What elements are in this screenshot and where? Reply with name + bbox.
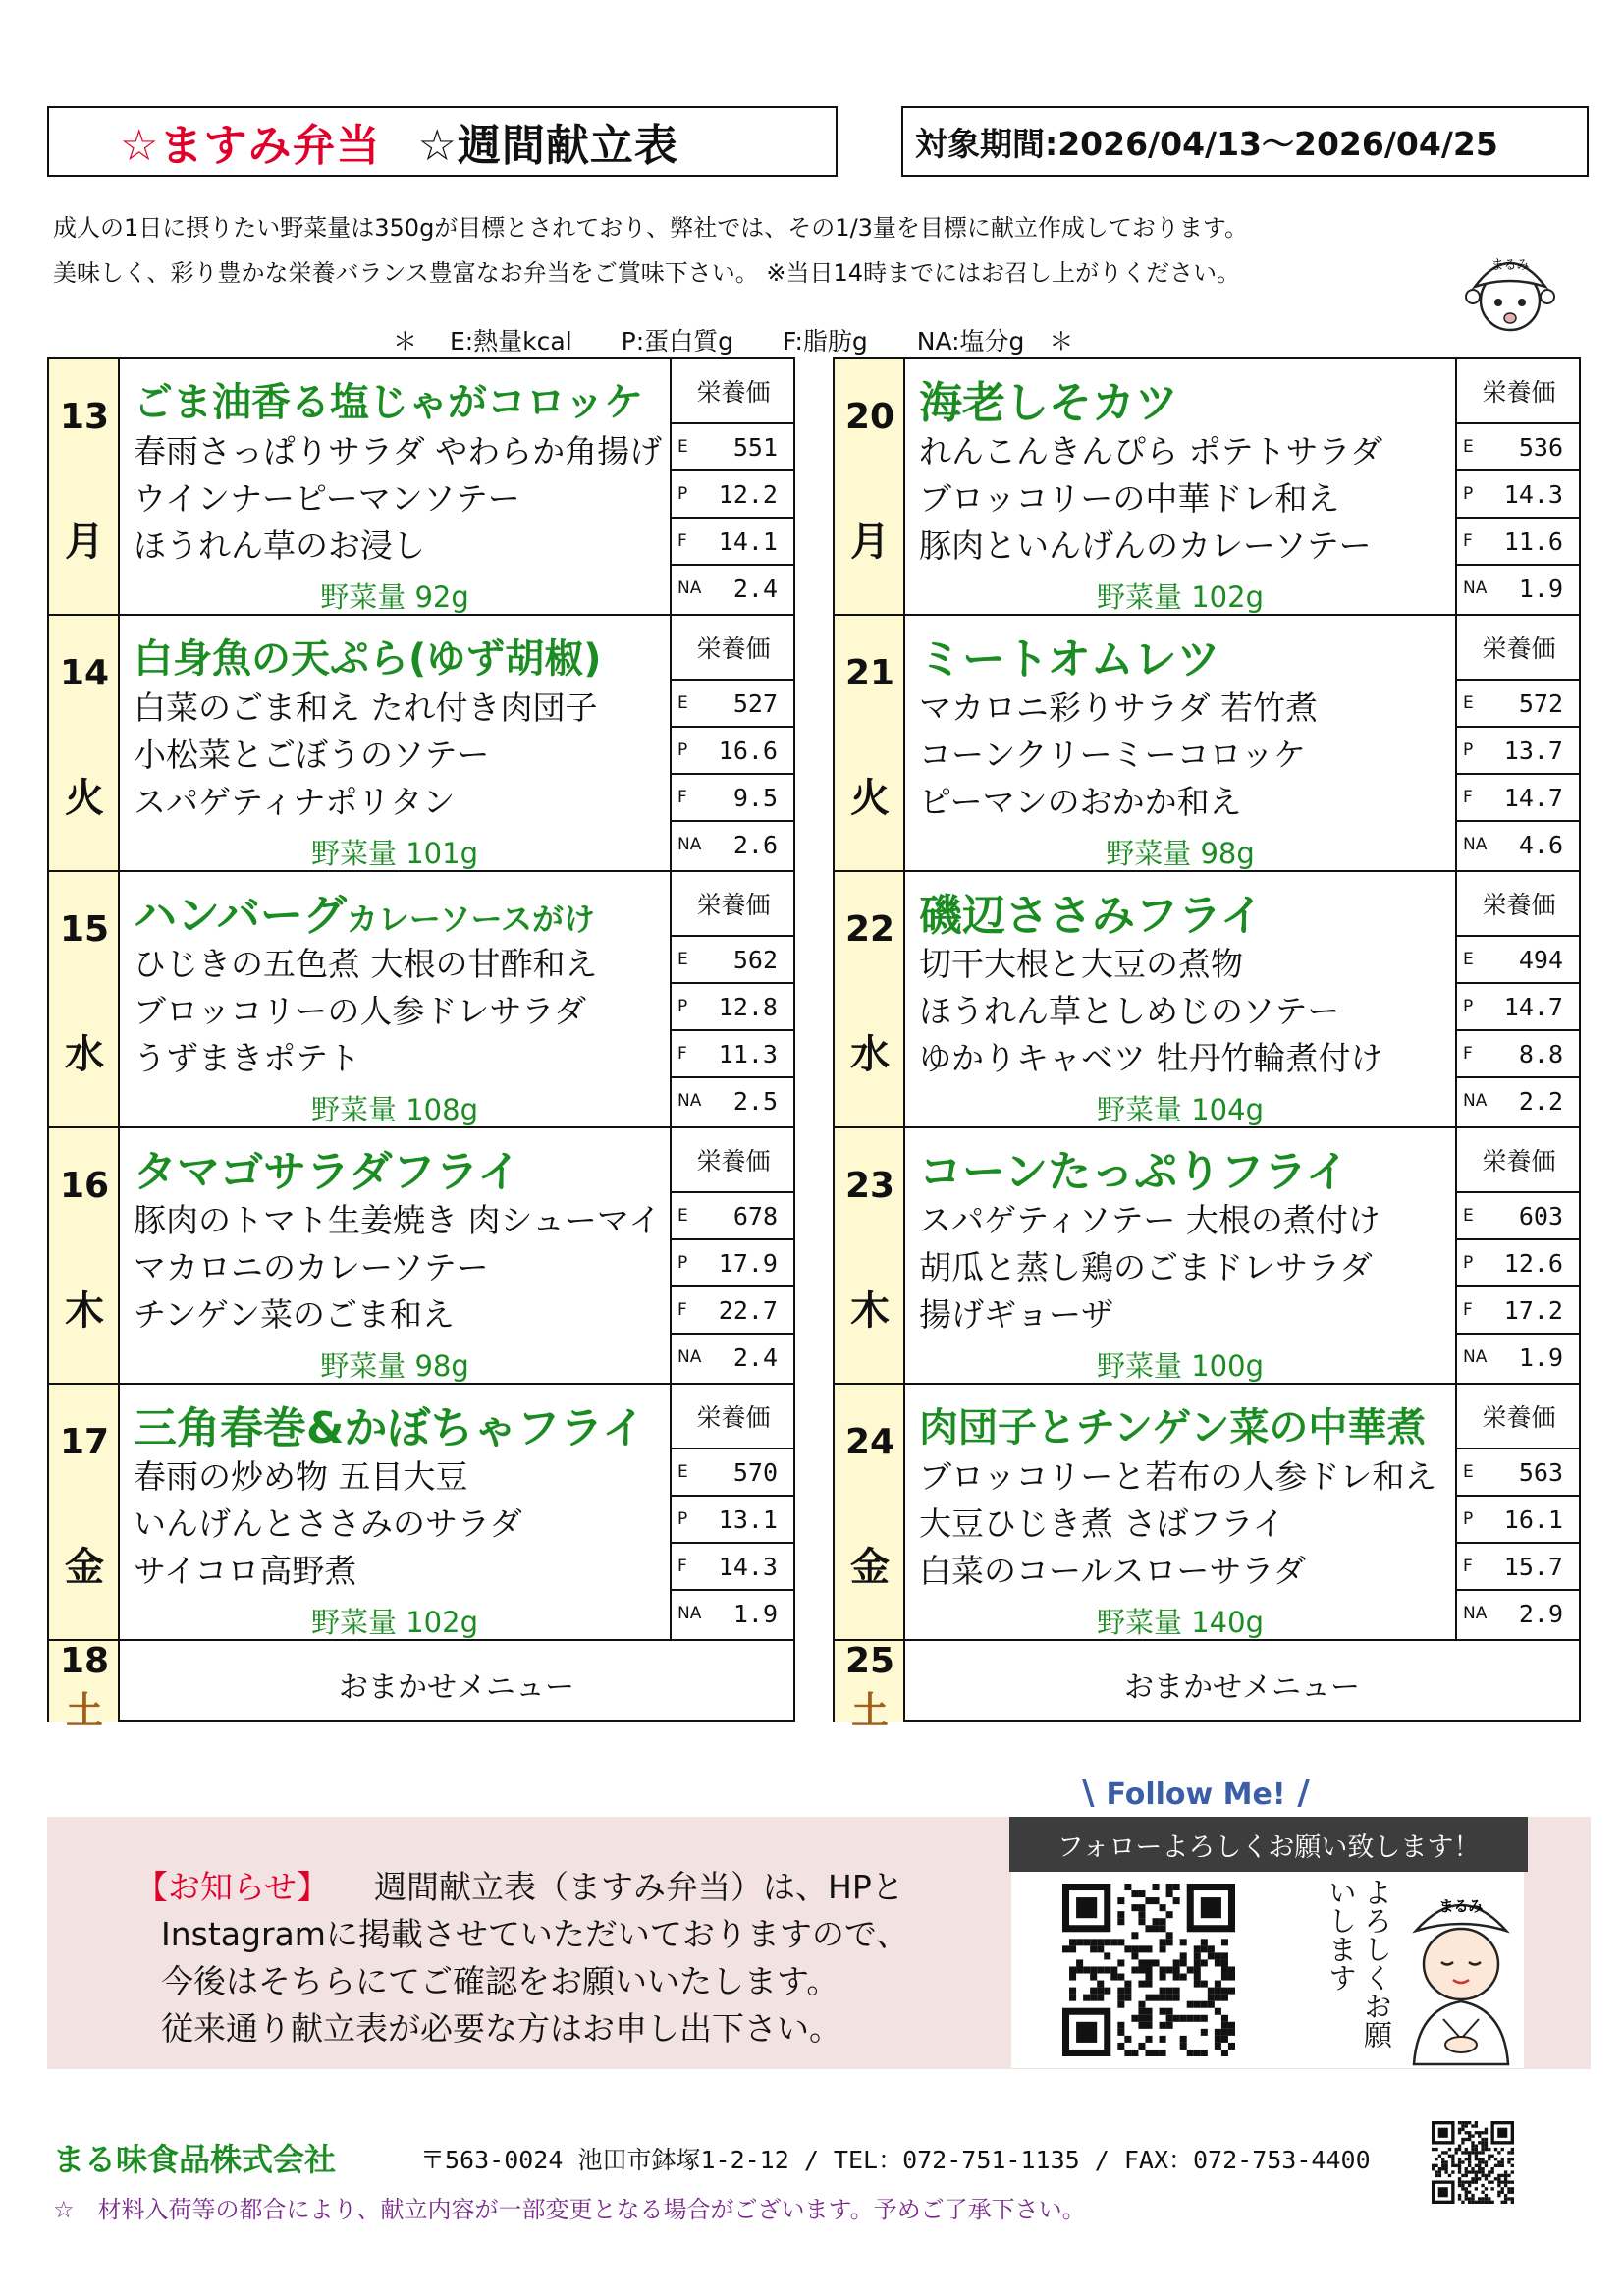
date-column	[835, 872, 905, 1126]
side-dish: れんこんきんぴら ポテトサラダ	[919, 432, 1383, 470]
date-number: 20	[844, 397, 895, 437]
nutrient-key: E	[1463, 1462, 1474, 1482]
date-column	[49, 1128, 120, 1383]
nutrient-key: NA	[677, 578, 702, 598]
nutrient-value: 17.2	[1503, 1296, 1563, 1325]
nutrient-value: 536	[1518, 433, 1563, 462]
nutrition-cell-e	[672, 681, 795, 728]
nutrient-key: F	[677, 1300, 687, 1320]
nutrition-cell-e	[672, 424, 795, 471]
vegetable-amount: 野菜量 104g	[1097, 1093, 1264, 1126]
intro-line-2: 美味しく、彩り豊かな栄養バランス豊富なお弁当をご賞味下さい。 ※当日14時までにはお召し上がりください。	[53, 259, 1241, 287]
nutrient-value: 1.9	[1518, 1343, 1563, 1372]
nutrient-value: 13.1	[718, 1505, 778, 1534]
date-number: 21	[844, 653, 895, 693]
vegetable-amount: 野菜量 92g	[320, 580, 469, 614]
nutrient-value: 8.8	[1518, 1040, 1563, 1068]
nutrient-value: 12.8	[718, 993, 778, 1021]
date-number: 13	[59, 397, 110, 437]
weekday: 月	[850, 519, 890, 565]
mascot-bow-icon	[1394, 1882, 1528, 2068]
follow-title: \ Follow Me! /	[1082, 1774, 1310, 1813]
nutrition-column	[1455, 616, 1581, 870]
title-box	[47, 106, 838, 177]
omakase-menu: おまかせメニュー	[339, 1670, 574, 1705]
nutrient-value: 14.7	[1503, 993, 1563, 1021]
date-number: 22	[844, 909, 895, 950]
period-label: 対象期間:	[915, 124, 1058, 163]
side-dish: チンゲン菜のごま和え	[134, 1295, 456, 1334]
nutrient-value: 1.9	[1518, 574, 1563, 603]
side-dish: 豚肉といんげんのカレーソテー	[919, 526, 1372, 565]
nutrient-value: 14.1	[718, 527, 778, 556]
nutrition-cell-p	[1457, 728, 1581, 775]
nutrient-value: 2.5	[732, 1087, 778, 1116]
vegetable-amount: 野菜量 102g	[1097, 580, 1264, 614]
side-dish: 白菜のコールスローサラダ	[919, 1552, 1307, 1590]
side-dish: ブロッコリーと若布の人参ドレ和え	[919, 1457, 1437, 1496]
main-dish: コーンたっぷりフライ	[919, 1147, 1349, 1197]
day-row	[49, 616, 793, 872]
nutrition-cell-e	[1457, 1449, 1581, 1497]
nutrient-value: 527	[732, 689, 778, 718]
vegetable-amount: 野菜量 108g	[311, 1093, 478, 1126]
date-number: 16	[59, 1166, 110, 1206]
day-row	[835, 1385, 1579, 1641]
nutrient-key: E	[677, 1206, 688, 1226]
nutrition-column	[1455, 1128, 1581, 1383]
nutrient-value: 2.4	[732, 574, 778, 603]
nutrient-key: P	[1463, 997, 1474, 1016]
nutrition-header: 栄養価	[672, 1385, 795, 1449]
nutrition-cell-e	[1457, 681, 1581, 728]
nutrient-value: 11.3	[718, 1040, 778, 1068]
saturday-row	[835, 1641, 1579, 1732]
nutrition-cell-f	[672, 1031, 795, 1078]
nutrition-cell-f	[672, 1287, 795, 1335]
nutrition-header: 栄養価	[672, 359, 795, 424]
period-box	[901, 106, 1589, 177]
side-dish: 切干大根と大豆の煮物	[919, 945, 1243, 983]
nutrition-cell-f	[1457, 519, 1581, 566]
weekday: 土	[850, 1689, 889, 1732]
vegetable-amount: 野菜量 140g	[1097, 1606, 1264, 1639]
week2-panel	[833, 357, 1581, 1732]
main-dish-name: ハンバーグ	[134, 891, 347, 941]
main-dish: ミートオムレツ	[919, 634, 1220, 684]
side-dish: ほうれん草としめじのソテー	[919, 992, 1340, 1030]
nutrient-key: F	[1463, 531, 1473, 551]
nutrition-column	[670, 616, 795, 870]
date-column	[835, 359, 905, 614]
nutrient-value: 2.2	[1518, 1087, 1563, 1116]
nutrient-value: 572	[1518, 689, 1563, 718]
follow-vertical-text: よろしくお願いします	[1325, 1878, 1393, 2049]
nutrition-cell-p	[1457, 984, 1581, 1031]
nutrient-value: 15.7	[1503, 1553, 1563, 1581]
nutrition-cell-na	[672, 822, 795, 869]
nutrition-cell-p	[672, 1497, 795, 1544]
nutrient-value: 1.9	[732, 1600, 778, 1628]
nutrient-key: P	[1463, 1509, 1474, 1529]
side-dish: 白菜のごま和え たれ付き肉団子	[134, 688, 598, 727]
date-column	[49, 1385, 120, 1639]
main-dish: ごま油香る塩じゃがコロッケ	[134, 380, 644, 425]
footnote: ☆ 材料入荷等の都合により、献立内容が一部変更となる場合がございます。予めご了承下さい。	[53, 2196, 1086, 2223]
nutrient-key: NA	[1463, 578, 1488, 598]
nutrient-key: F	[677, 1044, 687, 1064]
weekday: 木	[850, 1288, 890, 1334]
date-column	[835, 1641, 905, 1732]
nutrition-column	[1455, 359, 1581, 614]
date-number: 15	[59, 909, 110, 950]
date-number: 25	[844, 1641, 895, 1681]
vegetable-amount: 野菜量 102g	[311, 1606, 478, 1639]
nutrient-key: E	[677, 437, 688, 457]
nutrient-key: E	[677, 1462, 688, 1482]
nutrient-key: F	[677, 531, 687, 551]
date-column	[835, 1128, 905, 1383]
nutrient-key: F	[677, 788, 687, 807]
nutrition-cell-na	[672, 1335, 795, 1382]
nutrition-header: 栄養価	[672, 616, 795, 681]
date-number: 23	[844, 1166, 895, 1206]
side-dish: 小松菜とごぼうのソテー	[134, 736, 490, 774]
main-dish-suffix: カレーソースがけ	[346, 901, 596, 938]
nutrient-key: F	[677, 1557, 687, 1576]
side-dish: ゆかりキャベツ 牡丹竹輪煮付け	[919, 1039, 1383, 1077]
nutrient-value: 11.6	[1503, 527, 1563, 556]
nutrient-key: NA	[677, 835, 702, 854]
side-dish: ブロッコリーの人参ドレサラダ	[134, 992, 587, 1030]
nutrition-cell-p	[672, 471, 795, 519]
main-dish: 海老しそカツ	[919, 378, 1178, 428]
nutrition-cell-e	[672, 1449, 795, 1497]
nutrient-value: 12.6	[1503, 1249, 1563, 1278]
day-row	[49, 1385, 793, 1641]
weekday: 火	[65, 776, 104, 821]
nutrition-header: 栄養価	[672, 872, 795, 937]
side-dish: ピーマンのおかか和え	[919, 783, 1242, 821]
main-dish: 磯辺ささみフライ	[919, 891, 1264, 941]
nutrition-cell-p	[672, 728, 795, 775]
nutrient-value: 12.2	[718, 480, 778, 509]
nutrient-value: 570	[732, 1458, 778, 1487]
date-column	[49, 1641, 120, 1732]
instagram-qr-icon[interactable]	[1062, 1884, 1235, 2056]
follow-bar: フォローよろしくお願い致します！	[1009, 1817, 1528, 1872]
vegetable-amount: 野菜量 101g	[311, 837, 478, 870]
nutrition-cell-f	[1457, 1544, 1581, 1591]
day-row	[49, 359, 793, 616]
nutrient-key: NA	[1463, 1091, 1488, 1111]
nutrition-cell-e	[1457, 937, 1581, 984]
nutrient-key: F	[1463, 1300, 1473, 1320]
date-column	[49, 872, 120, 1126]
nutrient-key: P	[1463, 740, 1474, 760]
period-value: 2026/04/13〜2026/04/25	[1057, 124, 1498, 163]
nutrition-cell-na	[672, 566, 795, 613]
nutrient-key: F	[1463, 788, 1473, 807]
side-dish: ウインナーピーマンソテー	[134, 479, 520, 518]
nutrition-cell-na	[1457, 1591, 1581, 1638]
week1-panel	[47, 357, 795, 1732]
nutrient-key: NA	[677, 1347, 702, 1367]
side-dish: サイコロ高野煮	[134, 1552, 357, 1590]
nutrient-value: 678	[732, 1202, 778, 1230]
nutrient-value: 562	[732, 946, 778, 974]
weekday: 水	[65, 1032, 104, 1077]
nutrition-cell-p	[1457, 1240, 1581, 1287]
saturday-row	[49, 1641, 793, 1732]
notice-line-1: 週間献立表（ますみ弁当）は、HPと	[374, 1868, 904, 1906]
nutrient-value: 4.6	[1518, 831, 1563, 859]
nutrient-key: NA	[1463, 1604, 1488, 1623]
nutrition-cell-na	[1457, 822, 1581, 869]
nutrient-value: 494	[1518, 946, 1563, 974]
notice-line-2: Instagramに掲載させていただいておりますので、	[161, 1915, 909, 1953]
company-name: まる味食品株式会社	[53, 2141, 337, 2178]
intro-line-1: 成人の1日に摂りたい野菜量は350gが目標とされており、弊社では、その1/3量を目標に献立作成しております。	[53, 214, 1249, 242]
date-number: 18	[59, 1641, 110, 1681]
nutrient-value: 14.3	[718, 1553, 778, 1581]
main-dish: 肉団子とチンゲン菜の中華煮	[919, 1405, 1427, 1450]
main-dish: 白身魚の天ぷら(ゆず胡椒)	[134, 636, 602, 682]
date-number: 24	[844, 1422, 895, 1462]
nutrition-cell-p	[672, 1240, 795, 1287]
nutrition-cell-f	[672, 519, 795, 566]
nutrient-key: E	[1463, 950, 1474, 969]
nutrition-cell-e	[1457, 1193, 1581, 1240]
nutrition-cell-f	[1457, 775, 1581, 822]
notice-line-3: 今後はそちらにてご確認をお願いいたします。	[161, 1962, 839, 2000]
nutrition-column	[670, 1385, 795, 1639]
nutrient-key: NA	[677, 1604, 702, 1623]
date-number: 17	[59, 1422, 110, 1462]
nutrition-cell-e	[672, 1193, 795, 1240]
nutrient-key: F	[1463, 1557, 1473, 1576]
nutrition-header: 栄養価	[672, 1128, 795, 1193]
side-dish: ひじきの五色煮 大根の甘酢和え	[134, 945, 598, 983]
side-dish: マカロニ彩りサラダ 若竹煮	[919, 688, 1319, 727]
vegetable-amount: 野菜量 100g	[1097, 1349, 1264, 1383]
nutrition-column	[670, 872, 795, 1126]
nutrition-header: 栄養価	[1457, 359, 1581, 424]
nutrient-value: 17.9	[718, 1249, 778, 1278]
day-row	[835, 359, 1579, 616]
mascot-face-icon	[1459, 246, 1561, 336]
nutrient-key: E	[1463, 693, 1474, 713]
nutrient-value: 2.6	[732, 831, 778, 859]
weekday: 金	[65, 1545, 104, 1590]
nutrition-cell-e	[672, 937, 795, 984]
nutrient-key: NA	[1463, 835, 1488, 854]
nutrient-value: 563	[1518, 1458, 1563, 1487]
nutrition-column	[670, 1128, 795, 1383]
weekday: 木	[65, 1288, 104, 1334]
weekday: 金	[850, 1545, 890, 1590]
nutrient-key: NA	[677, 1091, 702, 1111]
nutrient-key: NA	[1463, 1347, 1488, 1367]
mascot-bow-label: まるみ	[1438, 1897, 1484, 1915]
nutrition-cell-f	[672, 1544, 795, 1591]
side-dish: いんげんとささみのサラダ	[134, 1504, 522, 1543]
nutrient-key: P	[677, 484, 688, 504]
nutrient-value: 14.3	[1503, 480, 1563, 509]
follow-title-text: Follow Me!	[1106, 1777, 1286, 1812]
nutrition-column	[670, 359, 795, 614]
nutrient-value: 603	[1518, 1202, 1563, 1230]
side-dish: 春雨の炒め物 五目大豆	[134, 1457, 468, 1496]
side-dish: スパゲティソテー 大根の煮付け	[919, 1201, 1380, 1239]
side-dish: ほうれん草のお浸し	[134, 526, 425, 565]
main-dish: 三角春巻&かぼちゃフライ	[134, 1403, 646, 1453]
nutrient-value: 2.9	[1518, 1600, 1563, 1628]
date-column	[49, 359, 120, 614]
side-dish: コーンクリーミーコロッケ	[919, 736, 1307, 774]
side-dish: うずまきポテト	[134, 1039, 360, 1077]
day-row	[49, 1128, 793, 1385]
footer-qr-icon[interactable]	[1432, 2121, 1514, 2204]
nutrient-value: 9.5	[732, 784, 778, 812]
notice-label: 【お知らせ】	[135, 1868, 330, 1906]
nutrition-cell-p	[672, 984, 795, 1031]
nutrition-header: 栄養価	[1457, 1128, 1581, 1193]
nutrient-value: 13.7	[1503, 737, 1563, 765]
nutrition-cell-na	[672, 1078, 795, 1125]
nutrition-cell-p	[1457, 471, 1581, 519]
nutrient-value: 551	[732, 433, 778, 462]
nutrition-header: 栄養価	[1457, 1385, 1581, 1449]
day-row	[835, 872, 1579, 1128]
nutrition-cell-na	[1457, 1078, 1581, 1125]
nutrition-cell-f	[1457, 1031, 1581, 1078]
weekday: 月	[65, 519, 104, 565]
nutrition-cell-f	[672, 775, 795, 822]
day-row	[49, 872, 793, 1128]
nutrient-key: F	[1463, 1044, 1473, 1064]
side-dish: ブロッコリーの中華ドレ和え	[919, 479, 1340, 518]
nutrition-cell-na	[672, 1591, 795, 1638]
main-dish: タマゴサラダフライ	[134, 1147, 521, 1197]
title-main: ☆週間献立表	[417, 121, 678, 171]
nutrient-value: 22.7	[718, 1296, 778, 1325]
nutrition-legend: ＊ E:熱量kcal P:蛋白質g F:脂肪g NA:塩分g ＊	[393, 327, 1074, 355]
side-dish: 大豆ひじき煮 さばフライ	[919, 1504, 1285, 1543]
weekday: 土	[65, 1689, 103, 1732]
nutrient-key: P	[677, 1509, 688, 1529]
side-dish: マカロニのカレーソテー	[134, 1248, 489, 1286]
company-address: 〒563-0024 池田市鉢塚1-2-12 / TEL：072-751-1135 / FAX：072-753-4400	[420, 2146, 1371, 2174]
nutrient-key: P	[677, 997, 688, 1016]
day-row	[835, 616, 1579, 872]
title-brand: ☆ますみ弁当	[120, 121, 381, 171]
side-dish: 揚げギョーザ	[919, 1295, 1113, 1334]
nutrient-key: E	[677, 950, 688, 969]
nutrition-cell-na	[1457, 566, 1581, 613]
nutrient-key: P	[1463, 1253, 1474, 1273]
weekday: 火	[850, 776, 890, 821]
vegetable-amount: 野菜量 98g	[320, 1349, 469, 1383]
nutrition-cell-f	[1457, 1287, 1581, 1335]
nutrient-key: E	[1463, 437, 1474, 457]
date-column	[49, 616, 120, 870]
notice-line-4: 従来通り献立表が必要な方はお申し出下さい。	[161, 2009, 841, 2048]
side-dish: 春雨さっぱりサラダ やわらか角揚げ	[134, 432, 663, 470]
nutrient-value: 16.1	[1503, 1505, 1563, 1534]
nutrient-value: 2.4	[732, 1343, 778, 1372]
nutrition-cell-na	[1457, 1335, 1581, 1382]
nutrient-key: E	[1463, 1206, 1474, 1226]
side-dish: 胡瓜と蒸し鶏のごまドレサラダ	[919, 1248, 1373, 1286]
weekday: 水	[850, 1032, 890, 1077]
nutrition-column	[1455, 1385, 1581, 1639]
mascot-label: まるみ	[1490, 258, 1530, 273]
date-column	[835, 1385, 905, 1639]
main-dish	[134, 880, 595, 943]
nutrition-cell-p	[1457, 1497, 1581, 1544]
nutrient-key: P	[677, 1253, 688, 1273]
nutrient-value: 16.6	[718, 737, 778, 765]
nutrition-header: 栄養価	[1457, 872, 1581, 937]
side-dish: スパゲティナポリタン	[134, 783, 456, 821]
nutrition-cell-e	[1457, 424, 1581, 471]
vegetable-amount: 野菜量 98g	[1106, 837, 1255, 870]
day-row	[835, 1128, 1579, 1385]
nutrient-key: P	[677, 740, 688, 760]
date-number: 14	[59, 653, 110, 693]
nutrition-header: 栄養価	[1457, 616, 1581, 681]
nutrient-key: E	[677, 693, 688, 713]
nutrient-value: 14.7	[1503, 784, 1563, 812]
side-dish: 豚肉のトマト生姜焼き 肉シューマイ	[134, 1201, 662, 1239]
nutrition-column	[1455, 872, 1581, 1126]
date-column	[835, 616, 905, 870]
nutrient-key: P	[1463, 484, 1474, 504]
omakase-menu: おまかせメニュー	[1124, 1670, 1360, 1705]
